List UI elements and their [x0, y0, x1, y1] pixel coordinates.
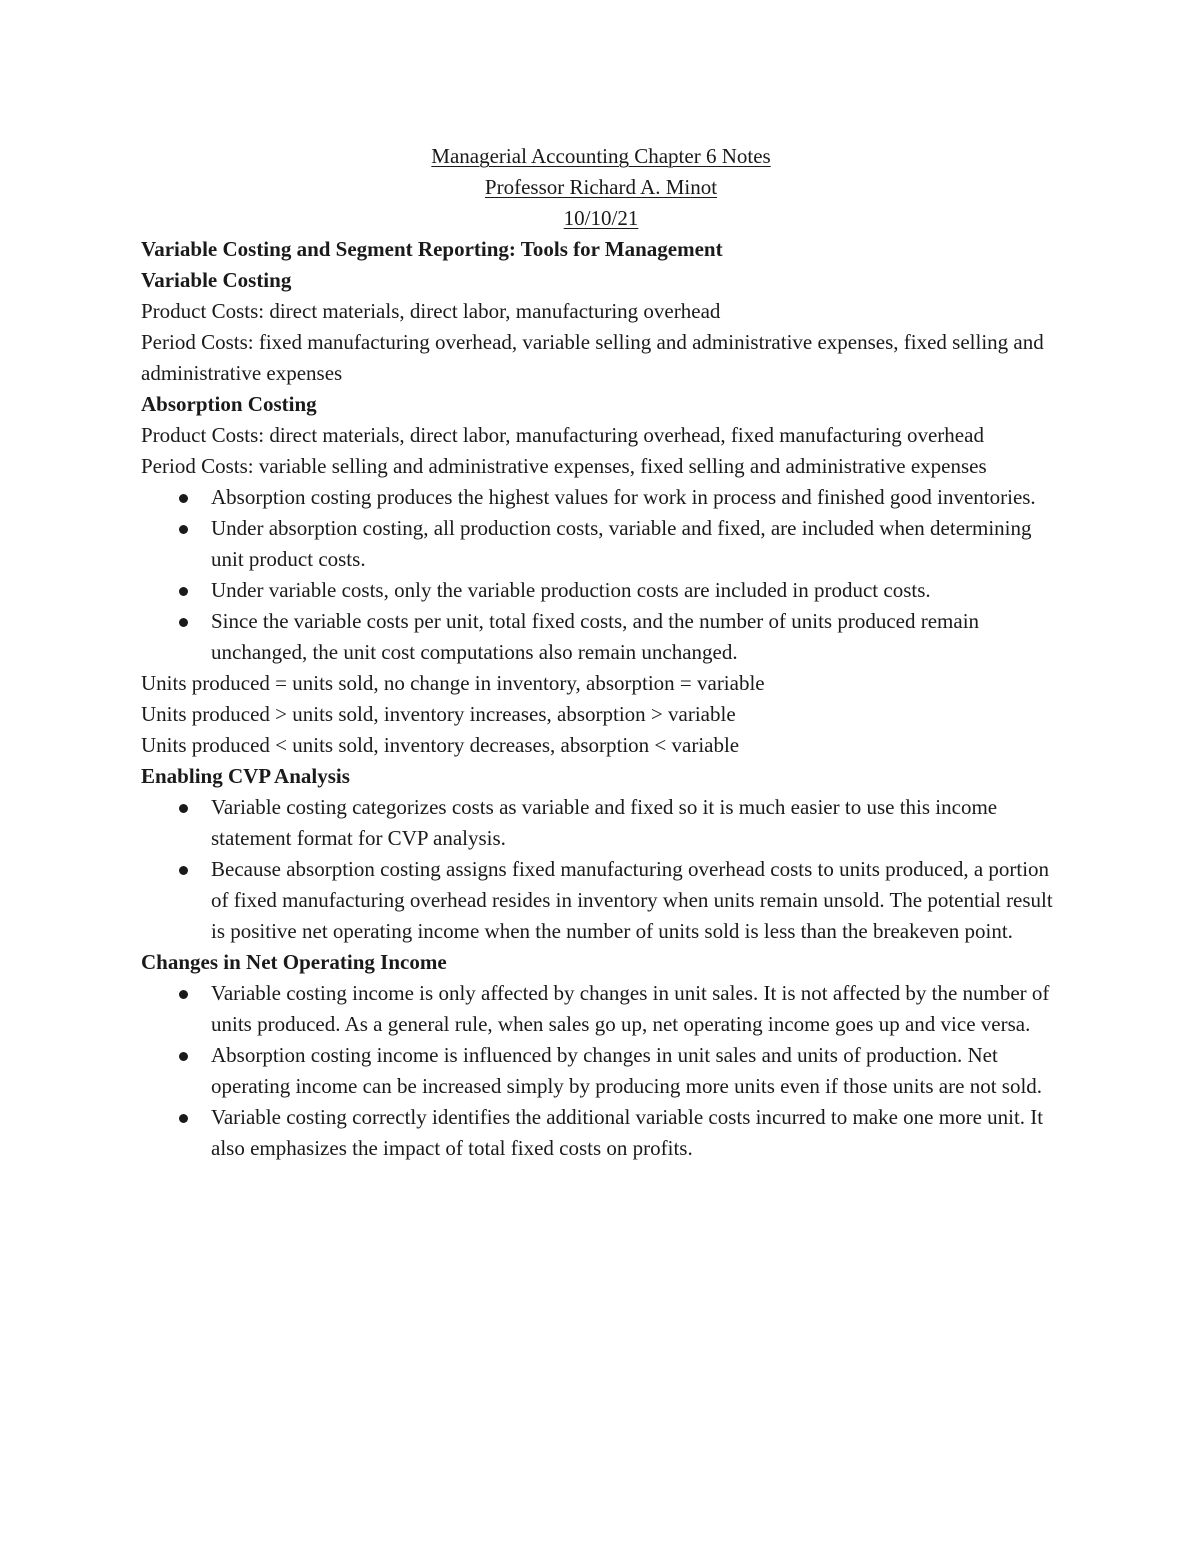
list-item: Absorption costing produces the highest values for work in process and finished good inventories.: [141, 482, 1061, 513]
cvp-bullet-list: [141, 792, 1061, 947]
list-item: Under absorption costing, all production costs, variable and fixed, are included when determining unit product costs.: [141, 513, 1061, 575]
document-page: [141, 141, 1061, 1164]
bullet-icon: [179, 990, 188, 999]
section-heading-absorption-costing: Absorption Costing: [141, 392, 317, 416]
bullet-icon: [179, 494, 188, 503]
document-date: 10/10/21: [563, 206, 639, 230]
absorption-bullet-list: [141, 482, 1061, 668]
relation-less: Units produced < units sold, inventory decreases, absorption < variable: [141, 733, 740, 757]
list-item: Since the variable costs per unit, total fixed costs, and the number of units produced remain unchanged, the unit cost computations also remain unchanged.: [141, 606, 1061, 668]
net-operating-income-bullet-list: [141, 978, 1061, 1164]
bullet-icon: [179, 587, 188, 596]
list-item: Variable costing categorizes costs as variable and fixed so it is much easier to use this income statement format for CVP analysis.: [141, 792, 1061, 854]
bullet-icon: [179, 618, 188, 627]
professor-name: Professor Richard A. Minot: [484, 175, 718, 199]
variable-product-costs: Product Costs: direct materials, direct labor, manufacturing overhead: [141, 299, 721, 323]
relation-equal: Units produced = units sold, no change in inventory, absorption = variable: [141, 671, 765, 695]
list-item: Because absorption costing assigns fixed manufacturing overhead costs to units produced, a portion of fixed manufacturing overhead resides in inventory when units remain unsold. The potential result is positive net operating income when the number of units sold is less than the breakeven point.: [141, 854, 1061, 947]
bullet-icon: [179, 804, 188, 813]
variable-period-costs: Period Costs: fixed manufacturing overhead, variable selling and administrative expenses, fixed selling and administrative expenses: [141, 330, 1044, 385]
relation-greater: Units produced > units sold, inventory increases, absorption > variable: [141, 702, 736, 726]
section-heading-net-operating-income: Changes in Net Operating Income: [141, 950, 447, 974]
section-heading-variable-costing: Variable Costing: [141, 268, 292, 292]
bullet-icon: [179, 525, 188, 534]
list-item: Absorption costing income is influenced by changes in unit sales and units of production. Net operating income can be increased simply by producing more units even if those units are not sold.: [141, 1040, 1061, 1102]
bullet-icon: [179, 1114, 188, 1123]
document-title: Managerial Accounting Chapter 6 Notes: [431, 144, 771, 168]
list-item: Variable costing correctly identifies the additional variable costs incurred to make one more unit. It also emphasizes the impact of total fixed costs on profits.: [141, 1102, 1061, 1164]
chapter-heading: Variable Costing and Segment Reporting: Tools for Management: [141, 237, 723, 261]
bullet-icon: [179, 1052, 188, 1061]
list-item: Variable costing income is only affected by changes in unit sales. It is not affected by the number of units produced. As a general rule, when sales go up, net operating income goes up and vice versa.: [141, 978, 1061, 1040]
section-heading-cvp-analysis: Enabling CVP Analysis: [141, 764, 350, 788]
bullet-icon: [179, 866, 188, 875]
absorption-product-costs: Product Costs: direct materials, direct labor, manufacturing overhead, fixed manufacturing overhead: [141, 423, 984, 447]
list-item: Under variable costs, only the variable production costs are included in product costs.: [141, 575, 1061, 606]
absorption-period-costs: Period Costs: variable selling and administrative expenses, fixed selling and administrative expenses: [141, 454, 987, 478]
